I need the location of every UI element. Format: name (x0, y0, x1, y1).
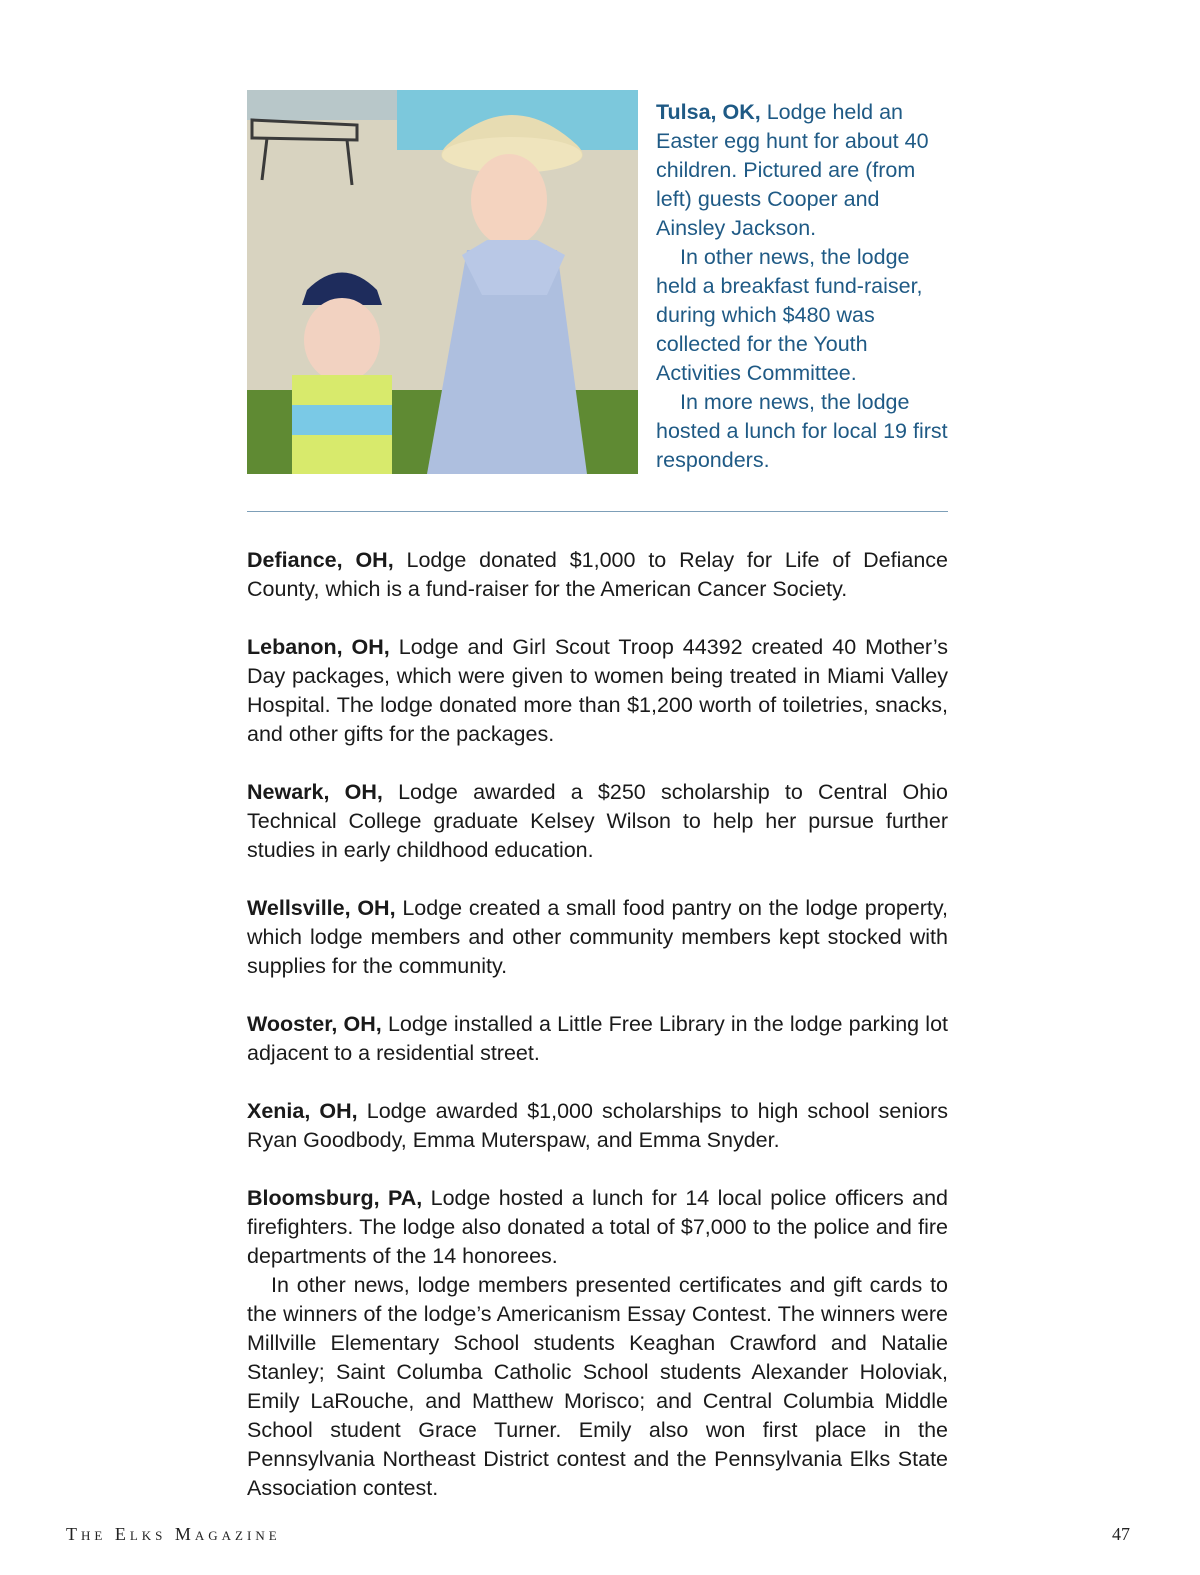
section-divider (247, 511, 948, 512)
article-wooster (247, 1010, 948, 1068)
caption-paragraph-3: In more news, the lodge hosted a lunch for local 19 first responders. (656, 390, 948, 472)
article-lebanon (247, 633, 948, 749)
article-list (247, 546, 948, 1503)
article-lead: Lebanon, OH, (247, 635, 390, 659)
article-lead: Wellsville, OH, (247, 896, 396, 920)
page-number: 47 (1112, 1524, 1130, 1544)
article-bloomsburg (247, 1184, 948, 1271)
article-defiance (247, 546, 948, 604)
article-lead: Newark, OH, (247, 780, 383, 804)
article-lead: Defiance, OH, (247, 548, 394, 572)
article-text: Lodge awarded a $250 scholarship to Central Ohio Technical College graduate Kelsey Wilson to help her pursue further studies in early childhood education. (247, 780, 948, 862)
caption-text-1: Lodge held an Easter egg hunt for about 40 children. Pictured are (from left) guests Cooper and Ainsley Jackson. (656, 100, 929, 240)
article-newark (247, 778, 948, 865)
caption-paragraph-1 (656, 98, 948, 243)
article-text: Lodge donated $1,000 to Relay for Life of Defiance County, which is a fund-raiser for the American Cancer Society. (247, 548, 948, 601)
article-text: Lodge installed a Little Free Library in the lodge parking lot adjacent to a residential street. (247, 1012, 948, 1065)
photo-easter-egg-hunt (247, 90, 638, 474)
article-lead: Xenia, OH, (247, 1099, 358, 1123)
article-text: Lodge created a small food pantry on the lodge property, which lodge members and other community members kept stocked with supplies for the community. (247, 896, 948, 978)
article-text: Lodge hosted a lunch for 14 local police officers and firefighters. The lodge also donated a total of $7,000 to the police and fire departments of the 14 honorees. (247, 1186, 948, 1268)
article-bloomsburg-continued: In other news, lodge members presented certificates and gift cards to the winners of the lodge’s Americanism Essay Contest. The winners were Millville Elementary School students Keaghan Crawford and Natalie Stanley; Saint Columba Catholic School students Alexander Holoviak, Emily LaRouche, and Matthew Morisco; and Central Columbia Middle School student Grace Turner. Emily also won first place in the Pennsylvania Northeast District contest and the Pennsylvania Elks State Association contest. (247, 1273, 948, 1500)
photo-illustration (247, 90, 638, 474)
article-lead: Wooster, OH, (247, 1012, 382, 1036)
article-text: Lodge awarded $1,000 scholarships to high school seniors Ryan Goodbody, Emma Muterspaw, and Emma Snyder. (247, 1099, 948, 1152)
article-lead: Bloomsburg, PA, (247, 1186, 423, 1210)
magazine-title (66, 1524, 281, 1545)
photo-caption (656, 98, 948, 475)
article-wellsville (247, 894, 948, 981)
article-text: Lodge and Girl Scout Troop 44392 created 40 Mother’s Day packages, which were given to women being treated in Miami Valley Hospital. The lodge donated more than $1,200 worth of toiletries, snacks, and other gifts for the packages. (247, 635, 949, 746)
caption-lead: Tulsa, OK, (656, 100, 761, 124)
magazine-title-text: The Elks Magazine (66, 1524, 281, 1544)
article-xenia (247, 1097, 948, 1155)
caption-paragraph-2: In other news, the lodge held a breakfast fund-raiser, during which $480 was collected for the Youth Activities Committee. (656, 245, 923, 385)
